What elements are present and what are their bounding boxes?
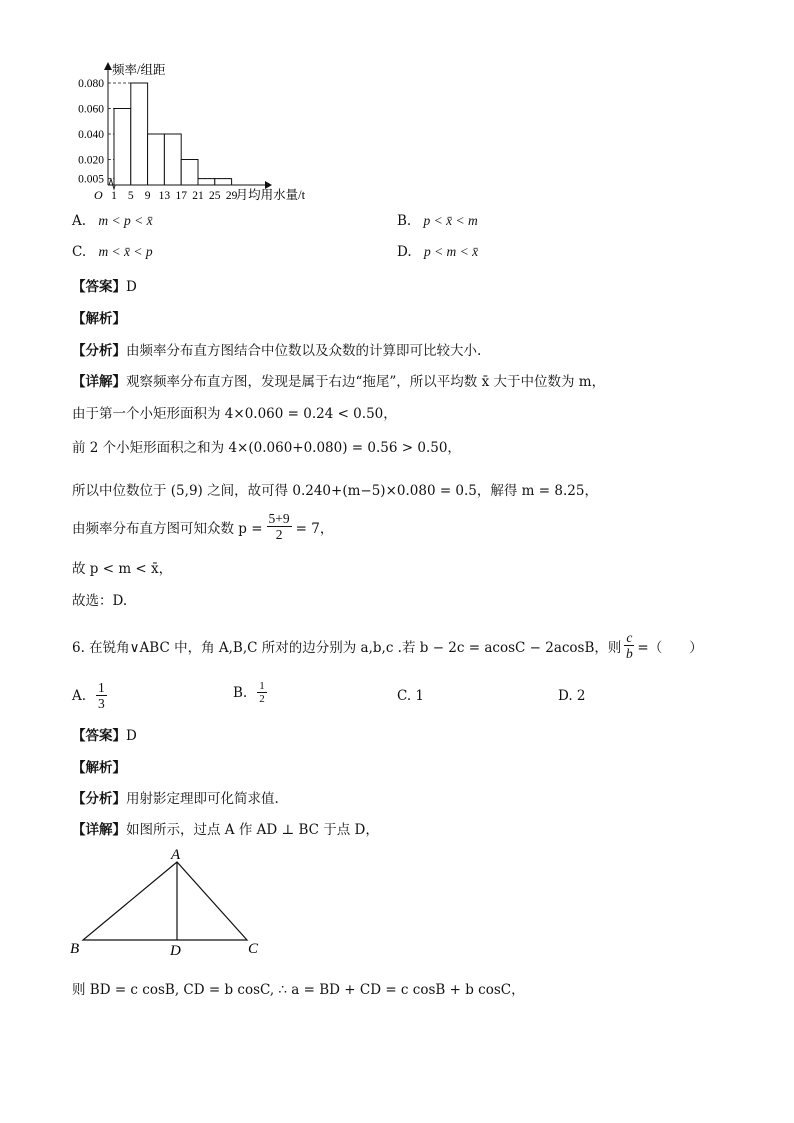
q6-option-b (233, 680, 267, 705)
q6-detail (72, 818, 379, 838)
q6-analysis-tag-text: 【解析】 (72, 760, 126, 776)
vertex-label-a: A (171, 847, 181, 863)
mode-fraction-den: 2 (275, 527, 283, 542)
y-axis-arrow (104, 62, 112, 70)
q5-line-3: 前 2 个小矩形面积之和为 4×(0.060+0.080) = 0.56 > 0.50， (72, 440, 461, 456)
x-tick-label-4: 17 (175, 190, 187, 202)
q6-option-a (72, 680, 107, 711)
q5-answer (72, 275, 137, 295)
y-tick-label-1: 0.060 (78, 103, 104, 116)
mode-fraction (267, 511, 292, 542)
mode-text: 由频率分布直方图可知众数 p = (72, 520, 263, 537)
q6-option-a-den: 3 (98, 696, 105, 711)
fenxi-tag: 【分析】 (72, 343, 126, 359)
option-b (397, 213, 478, 229)
q6-option-b-fraction (257, 680, 267, 705)
option-d (397, 244, 478, 260)
x-axis-title: 月均用水量/t (235, 188, 306, 202)
vertex-label-b: B (70, 941, 80, 957)
q5-line-2: 由于第一个小矩形面积为 4×0.060 = 0.24 < 0.50， (72, 406, 397, 422)
x-tick-label-5: 21 (192, 190, 204, 202)
detail-line-1: 观察频率分布直方图，发现是属于右边“拖尾”，所以平均数 x̄ 大于中位数为 m， (126, 374, 606, 390)
x-tick-label-6: 25 (209, 190, 221, 202)
q6-option-b-label: B. (233, 684, 248, 701)
x-tick-label-1: 5 (127, 190, 134, 202)
bar-2 (148, 134, 165, 185)
option-d-label: D. (397, 244, 412, 260)
q6-fraction-den: b (626, 646, 633, 661)
mode-fraction-num: 5+9 (268, 511, 290, 526)
q6-option-c: C. 1 (397, 688, 425, 704)
q6-detail-text: 如图所示，过点 A 作 AD ⊥ BC 于点 D， (126, 822, 379, 838)
detail-tag: 【详解】 (72, 374, 126, 390)
q6-final-line: 则 BD = c cosB, CD = b cosC, ∴ a = BD + CD = c cosB + b cosC， (72, 982, 525, 998)
foot-label-d: D (170, 943, 181, 957)
q6-analysis-tag (72, 756, 126, 776)
bar-1 (131, 83, 148, 185)
analysis-tag: 【解析】 (72, 311, 126, 327)
x-tick-label-0: 1 (111, 190, 117, 202)
q6-fenxi (72, 787, 279, 807)
q6-stem (72, 630, 703, 661)
bar-5 (198, 179, 215, 185)
bar-0 (114, 109, 131, 186)
q6-option-a-num: 1 (98, 680, 105, 695)
x-tick-label-2: 9 (144, 190, 151, 202)
q6-fenxi-tag: 【分析】 (72, 791, 126, 807)
option-a-label: A. (72, 213, 87, 229)
bar-3 (164, 134, 181, 185)
q5-line-4: 所以中位数位于 (5,9) 之间，故可得 0.240+(m−5)×0.080 = 0.5，解得 m = 8.25， (72, 483, 598, 499)
option-c (72, 244, 153, 260)
q6-fraction-num: c (626, 630, 633, 645)
q6-option-b-den: 2 (259, 693, 265, 705)
q6-option-d: D. 2 (558, 688, 586, 704)
x-tick-label-3: 13 (158, 190, 171, 202)
vertex-label-c: C (248, 941, 259, 957)
answer-value: D (126, 279, 137, 295)
answer-tag: 【答案】 (72, 279, 126, 295)
q6-answer-tag: 【答案】 (72, 728, 126, 744)
option-d-text: p < m < x̄ (423, 244, 479, 259)
y-axis-title: 频率/组距 (112, 63, 166, 77)
y-tick-label-4: 0.005 (78, 173, 104, 186)
q6-detail-tag: 【详解】 (72, 822, 126, 838)
bar-4 (181, 160, 198, 186)
triangle-abc (83, 862, 247, 940)
q6-stem-text: 6. 在锐角∨ABC 中，角 A,B,C 所对的边分别为 a,b,c .若 b − 2c = acosC − 2acosB，则 (72, 639, 622, 656)
y-tick-label-3: 0.020 (78, 154, 104, 167)
q5-fenxi (72, 339, 481, 359)
y-tick-label-2: 0.040 (78, 129, 104, 141)
option-c-label: C. (72, 244, 87, 260)
origin-label: O (94, 188, 103, 202)
option-a (72, 213, 153, 229)
q6-fenxi-text: 用射影定理即可化简求值. (126, 791, 279, 807)
q5-line-7: 故选：D. (72, 593, 128, 609)
q5-analysis-tag (72, 307, 126, 327)
frequency-histogram (60, 58, 350, 208)
y-tick-label-0: 0.080 (78, 78, 104, 90)
bar-6 (215, 179, 232, 185)
q6-answer-value: D (126, 728, 137, 744)
option-b-text: p < x̄ < m (423, 213, 478, 228)
q6-option-b-num: 1 (259, 680, 265, 692)
q6-answer (72, 724, 137, 744)
q5-line-6: 故 p < m < x̄， (72, 561, 173, 577)
q5-line-5 (72, 511, 333, 542)
triangle-figure (66, 845, 276, 957)
x-tick-label-7: 29 (225, 190, 238, 202)
option-b-label: B. (397, 213, 412, 229)
option-c-text: m < x̄ < p (98, 244, 153, 259)
option-a-text: m < p < x̄ (98, 213, 153, 228)
q6-option-a-fraction (96, 680, 107, 711)
fenxi-text: 由频率分布直方图结合中位数以及众数的计算即可比较大小. (126, 343, 482, 359)
mode-result: = 7， (295, 520, 334, 537)
q6-option-a-label: A. (72, 687, 87, 704)
q6-stem-suffix: =（ ） (637, 639, 703, 656)
q5-detail (72, 370, 605, 390)
q6-stem-fraction (624, 630, 634, 661)
